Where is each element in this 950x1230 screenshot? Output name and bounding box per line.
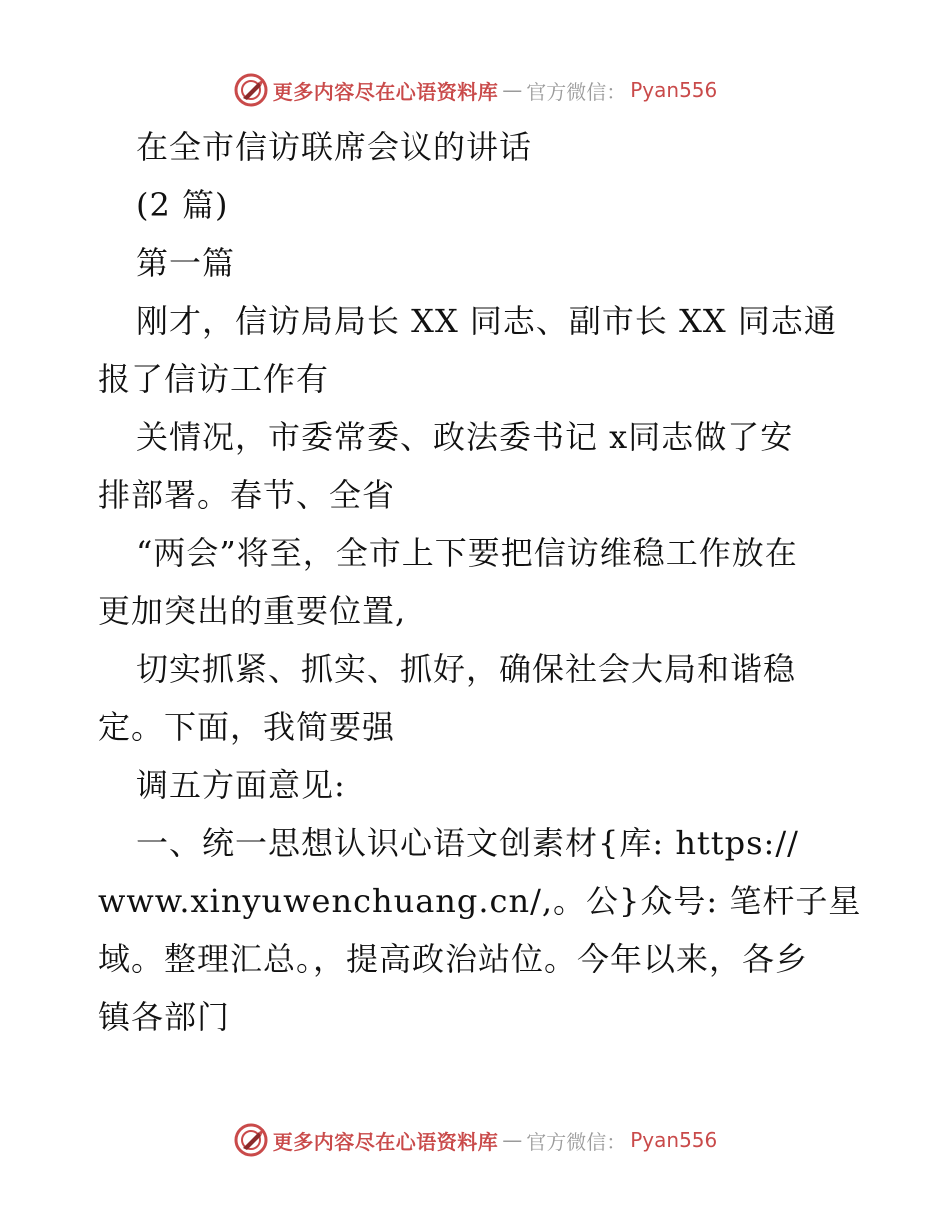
footer-sub-text: 官方微信： (526, 1129, 627, 1154)
paragraph-line: 更加突出的重要位置, (98, 592, 407, 630)
paragraph-line: 切实抓紧、抓实、抓好，确保社会大局和谐稳 (136, 650, 797, 688)
paragraph-line: 一、统一思想认识心语文创素材{库: https:// (136, 824, 799, 862)
paragraph-line: 镇各部门 (98, 998, 231, 1036)
header-main-text: 更多内容尽在心语资料库 (272, 79, 499, 104)
paragraph-line: 调五方面意见: (136, 766, 346, 804)
footer-handle: Pyan556 (630, 1128, 718, 1152)
paragraph-line: 刚才，信访局局长 XX 同志、副市长 XX 同志通 (136, 302, 837, 340)
paragraph-line: 排部署。春节、全省 (98, 476, 396, 514)
paragraph-line: 报了信访工作有 (98, 360, 330, 398)
header-sub-text: 官方微信： (526, 79, 627, 104)
footer-main-text: 更多内容尽在心语资料库 (272, 1129, 499, 1154)
header-handle: Pyan556 (630, 78, 718, 102)
doc-title: 在全市信访联席会议的讲话 (136, 128, 533, 166)
logo-icon (233, 72, 269, 108)
paragraph-line: www.xinyuwenchuang.cn/,。公}众号: 笔杆子星 (98, 882, 862, 920)
section-heading: 第一篇 (136, 244, 236, 282)
paragraph-line: 定。下面，我简要强 (98, 708, 396, 746)
paragraph-line: 关情况，市委常委、政法委书记 x同志做了安 (136, 418, 794, 456)
paragraph-line: “两会”将至，全市上下要把信访维稳工作放在 (136, 534, 798, 572)
logo-icon (233, 1122, 269, 1158)
footer-separator: — (502, 1128, 523, 1152)
watermark-footer (0, 1120, 950, 1160)
document-body (98, 118, 862, 1046)
watermark-header (0, 70, 950, 110)
paragraph-line: 域。整理汇总。，提高政治站位。今年以来，各乡 (98, 940, 809, 978)
header-separator: — (502, 78, 523, 102)
doc-subtitle: (2 篇) (136, 186, 229, 224)
